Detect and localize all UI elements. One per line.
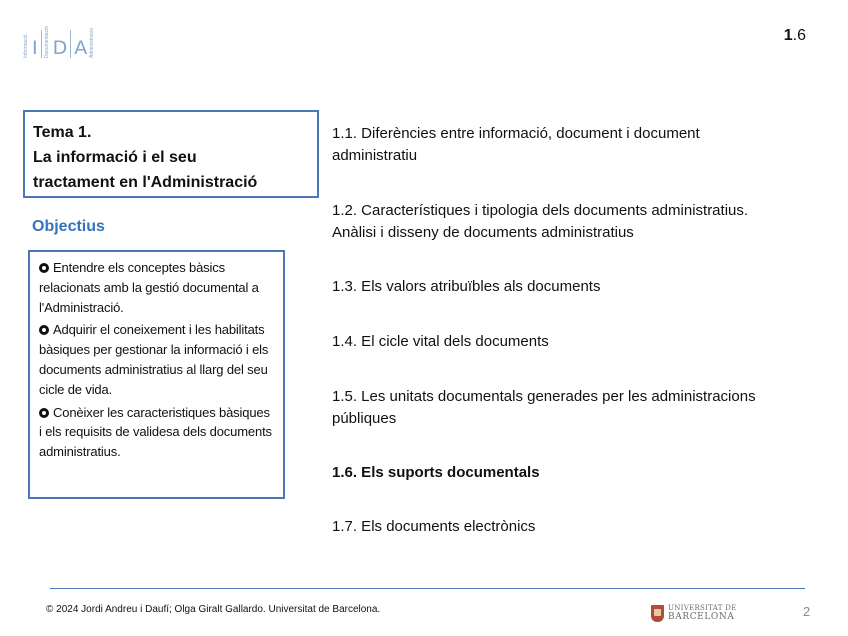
toc-line: 1.7. Els documents electrònics [332, 518, 536, 535]
university-logo-text [668, 604, 737, 622]
toc-line: 1.1. Diferències entre informació, document i document [332, 125, 700, 142]
logo-divider [41, 30, 42, 58]
logo-subtext-1: Informació [23, 34, 29, 58]
topic-box [23, 110, 319, 198]
logo-letter-a: A [74, 37, 88, 59]
toc-item-1-4[interactable] [332, 331, 832, 353]
university-logo [651, 604, 737, 622]
toc-line: públiques [332, 410, 397, 427]
toc-line: Anàlisi i disseny de documents administratius [332, 224, 634, 241]
topic-line: La informació i el seu [33, 149, 197, 166]
copyright-text: © 2024 Jordi Andreu i Daufí; Olga Giralt Gallardo. Universitat de Barcelona. [46, 604, 381, 615]
toc-item-1-7[interactable] [332, 516, 832, 538]
objective-item [39, 258, 274, 317]
shield-icon [651, 605, 664, 622]
logo-letter-i: I [32, 37, 38, 59]
topic-line: Tema 1. [33, 124, 92, 141]
ida-logo [24, 24, 95, 58]
objective-text: Conèixer les caracteristiques bàsiques i els requisits de validesa dels documents administratius. [39, 404, 272, 460]
toc-item-1-2[interactable] [332, 200, 832, 244]
toc-item-1-1[interactable] [332, 123, 832, 167]
slide-section-number [784, 27, 806, 45]
bullet-icon [39, 325, 49, 335]
toc-line: 1.2. Característiques i tipologia dels documents administratius. [332, 202, 749, 219]
topic-line: tractament en l'Administració [33, 174, 258, 191]
toc-line: 1.6. Els suports documentals [332, 464, 540, 481]
objective-text: Entendre els conceptes bàsics relacionats amb la gestió documental a l'Administració. [39, 260, 259, 315]
logo-divider [70, 30, 71, 58]
bullet-icon [39, 263, 49, 273]
logo-letter-d: D [52, 37, 68, 59]
toc-line: administratiu [332, 147, 418, 164]
ub-line1: UNIVERSITAT DE [668, 604, 737, 612]
footer-divider [50, 588, 805, 589]
objective-item [39, 320, 274, 399]
objective-item [39, 403, 274, 462]
bullet-icon [39, 408, 49, 418]
toc-line: 1.3. Els valors atribuïbles als documents [332, 278, 601, 295]
objectives-box [28, 250, 285, 499]
toc-item-1-5[interactable] [332, 386, 832, 430]
logo-subtext-3: Administració [89, 27, 96, 58]
toc-line: 1.4. El cicle vital dels documents [332, 333, 549, 350]
toc-line: 1.5. Les unitats documentals generades per les administracions [332, 388, 756, 405]
page-number: 2 [803, 604, 811, 619]
ub-line2: BARCELONA [668, 612, 735, 622]
slide-number-rest: .6 [792, 27, 806, 44]
toc-item-1-6-current[interactable] [332, 462, 832, 484]
logo-subtext-2: Documentació [43, 26, 50, 58]
objectives-title: Objectius [32, 218, 105, 235]
objective-text: Adquirir el coneixement i les habilitats bàsiques per gestionar la informació i els documents administratius al llarg del seu cicle de vida. [39, 322, 269, 397]
toc-item-1-3[interactable] [332, 276, 832, 298]
slide-number-bold: 1 [783, 27, 793, 44]
